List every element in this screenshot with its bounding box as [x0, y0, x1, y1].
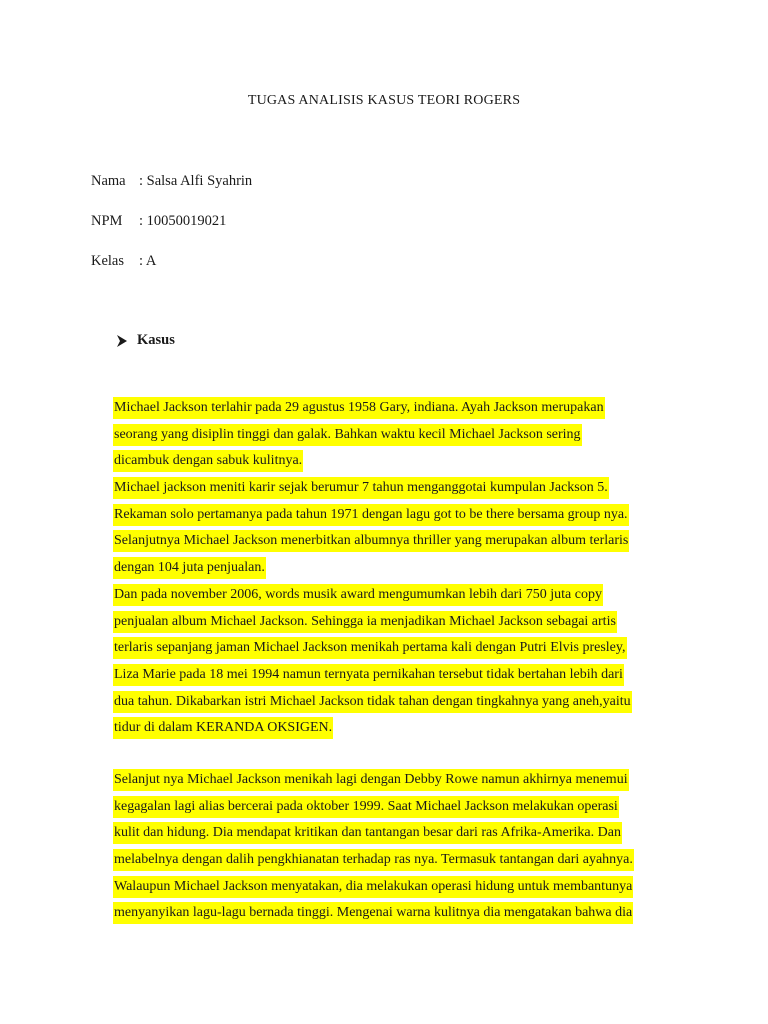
text-line: [113, 794, 673, 821]
field-label: Kelas: [91, 253, 125, 269]
highlighted-text: Selanjutnya Michael Jackson menerbitkan albumnya thriller yang merupakan album terlaris: [113, 530, 629, 552]
highlighted-text: Dan pada november 2006, words musik award mengumumkan lebih dari 750 juta copy: [113, 584, 603, 606]
highlighted-text: Walaupun Michael Jackson menyatakan, dia melakukan operasi hidung untuk membantunya: [113, 876, 633, 898]
highlighted-text: melabelnya dengan dalih pengkhianatan terhadap ras nya. Termasuk tantangan dari ayahnya.: [113, 849, 634, 871]
text-line: [113, 448, 673, 475]
text-line: [113, 635, 673, 662]
section-heading: [117, 332, 175, 349]
highlighted-text: seorang yang disiplin tinggi dan galak. Bahkan waktu kecil Michael Jackson sering: [113, 424, 582, 446]
field-label: NPM: [91, 213, 123, 229]
text-line: [113, 609, 673, 636]
text-line: [113, 662, 673, 689]
text-line: [113, 874, 673, 901]
text-line: [113, 555, 673, 582]
text-line: [113, 422, 673, 449]
highlighted-text: Selanjut nya Michael Jackson menikah lagi dengan Debby Rowe namun akhirnya menemui: [113, 769, 629, 791]
text-line: [113, 820, 673, 847]
field-kelas: [91, 253, 156, 270]
text-line: [113, 715, 673, 742]
text-line: [113, 395, 673, 422]
text-line: [113, 582, 673, 609]
field-label: Nama: [91, 173, 126, 189]
paragraph-1: [113, 395, 673, 742]
text-line: [113, 767, 673, 794]
highlighted-text: menyanyikan lagu-lagu bernada tinggi. Mengenai warna kulitnya dia mengatakan bahwa dia: [113, 902, 633, 924]
highlighted-text: Michael jackson meniti karir sejak berumur 7 tahun menganggotai kumpulan Jackson 5.: [113, 477, 609, 499]
highlighted-text: dua tahun. Dikabarkan istri Michael Jackson tidak tahan dengan tingkahnya yang aneh,yaitu: [113, 691, 632, 713]
field-value: : Salsa Alfi Syahrin: [139, 173, 253, 189]
section-heading-label: Kasus: [137, 332, 175, 348]
highlighted-text: Michael Jackson terlahir pada 29 agustus 1958 Gary, indiana. Ayah Jackson merupakan: [113, 397, 605, 419]
highlighted-text: dicambuk dengan sabuk kulitnya.: [113, 450, 303, 472]
text-line: [113, 528, 673, 555]
highlighted-text: Rekaman solo pertamanya pada tahun 1971 dengan lagu got to be there bersama group nya.: [113, 504, 629, 526]
field-value: : 10050019021: [139, 213, 227, 229]
field-value: : A: [139, 253, 157, 269]
highlighted-text: penjualan album Michael Jackson. Sehingga ia menjadikan Michael Jackson sebagai artis: [113, 611, 617, 633]
field-npm: [91, 213, 226, 230]
highlighted-text: terlaris sepanjang jaman Michael Jackson menikah pertama kali dengan Putri Elvis presley,: [113, 637, 627, 659]
field-nama: [91, 173, 252, 190]
highlighted-text: tidur di dalam KERANDA OKSIGEN.: [113, 717, 333, 739]
highlighted-text: kulit dan hidung. Dia mendapat kritikan dan tantangan besar dari ras Afrika-Amerika. Dan: [113, 822, 622, 844]
paragraph-2: [113, 767, 673, 927]
text-line: [113, 900, 673, 927]
text-line: [113, 689, 673, 716]
highlighted-text: Liza Marie pada 18 mei 1994 namun ternyata pernikahan tersebut tidak bertahan lebih dari: [113, 664, 624, 686]
text-line: [113, 475, 673, 502]
text-line: [113, 502, 673, 529]
highlighted-text: kegagalan lagi alias bercerai pada oktober 1999. Saat Michael Jackson melakukan operasi: [113, 796, 619, 818]
arrowhead-bullet-icon: [117, 335, 127, 347]
text-line: [113, 847, 673, 874]
highlighted-text: dengan 104 juta penjualan.: [113, 557, 266, 579]
document-title: TUGAS ANALISIS KASUS TEORI ROGERS: [247, 93, 521, 108]
